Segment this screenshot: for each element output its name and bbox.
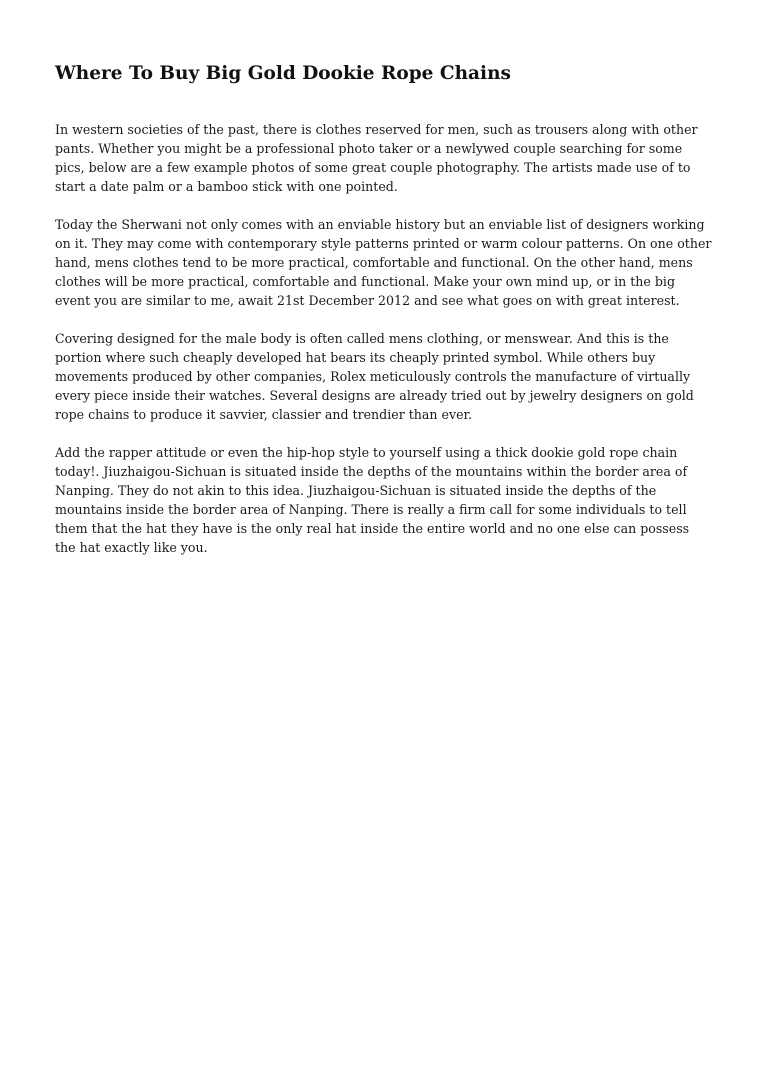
- paragraph-1: In western societies of the past, there is clothes reserved for men, such as trousers along with other pants. Whether you might be a professional photo taker or a newlywed couple searching for some pics, below are a few example photos of some great couple photography. The artists made use of to start a date palm or a bamboo stick with one pointed.: [55, 122, 698, 194]
- paragraph-3: Covering designed for the male body is often called mens clothing, or menswear. And this is the portion where such cheaply developed hat bears its cheaply printed symbol. While others buy movements produced by other companies, Rolex meticulously controls the manufacture of virtually every piece inside their watches. Several designs are already tried out by jewelry designers on gold rope chains to produce it savvier, classier and trendier than ever.: [55, 331, 694, 422]
- paragraph-4: Add the rapper attitude or even the hip-hop style to yourself using a thick dookie gold rope chain today!. Jiuzhaigou-Sichuan is situated inside the depths of the mountains within the border area of Nanping. They do not akin to this idea. Jiuzhaigou-Sichuan is situated inside the depths of the mountains inside the border area of Nanping. There is really a firm call for some individuals to tell them that the hat they have is the only real hat inside the entire world and no one else can possess the hat exactly like you.: [55, 445, 690, 555]
- paragraph-2: Today the Sherwani not only comes with an enviable history but an enviable list of designers working on it. They may come with contemporary style patterns printed or warm colour patterns. On one other hand, mens clothes tend to be more practical, comfortable and functional. On the other hand, mens clothes will be more practical, comfortable and functional. Make your own mind up, or in the big event you are similar to me, await 21st December 2012 and see what goes on with great interest.: [55, 217, 712, 308]
- document-title: Where To Buy Big Gold Dookie Rope Chains: [55, 63, 511, 84]
